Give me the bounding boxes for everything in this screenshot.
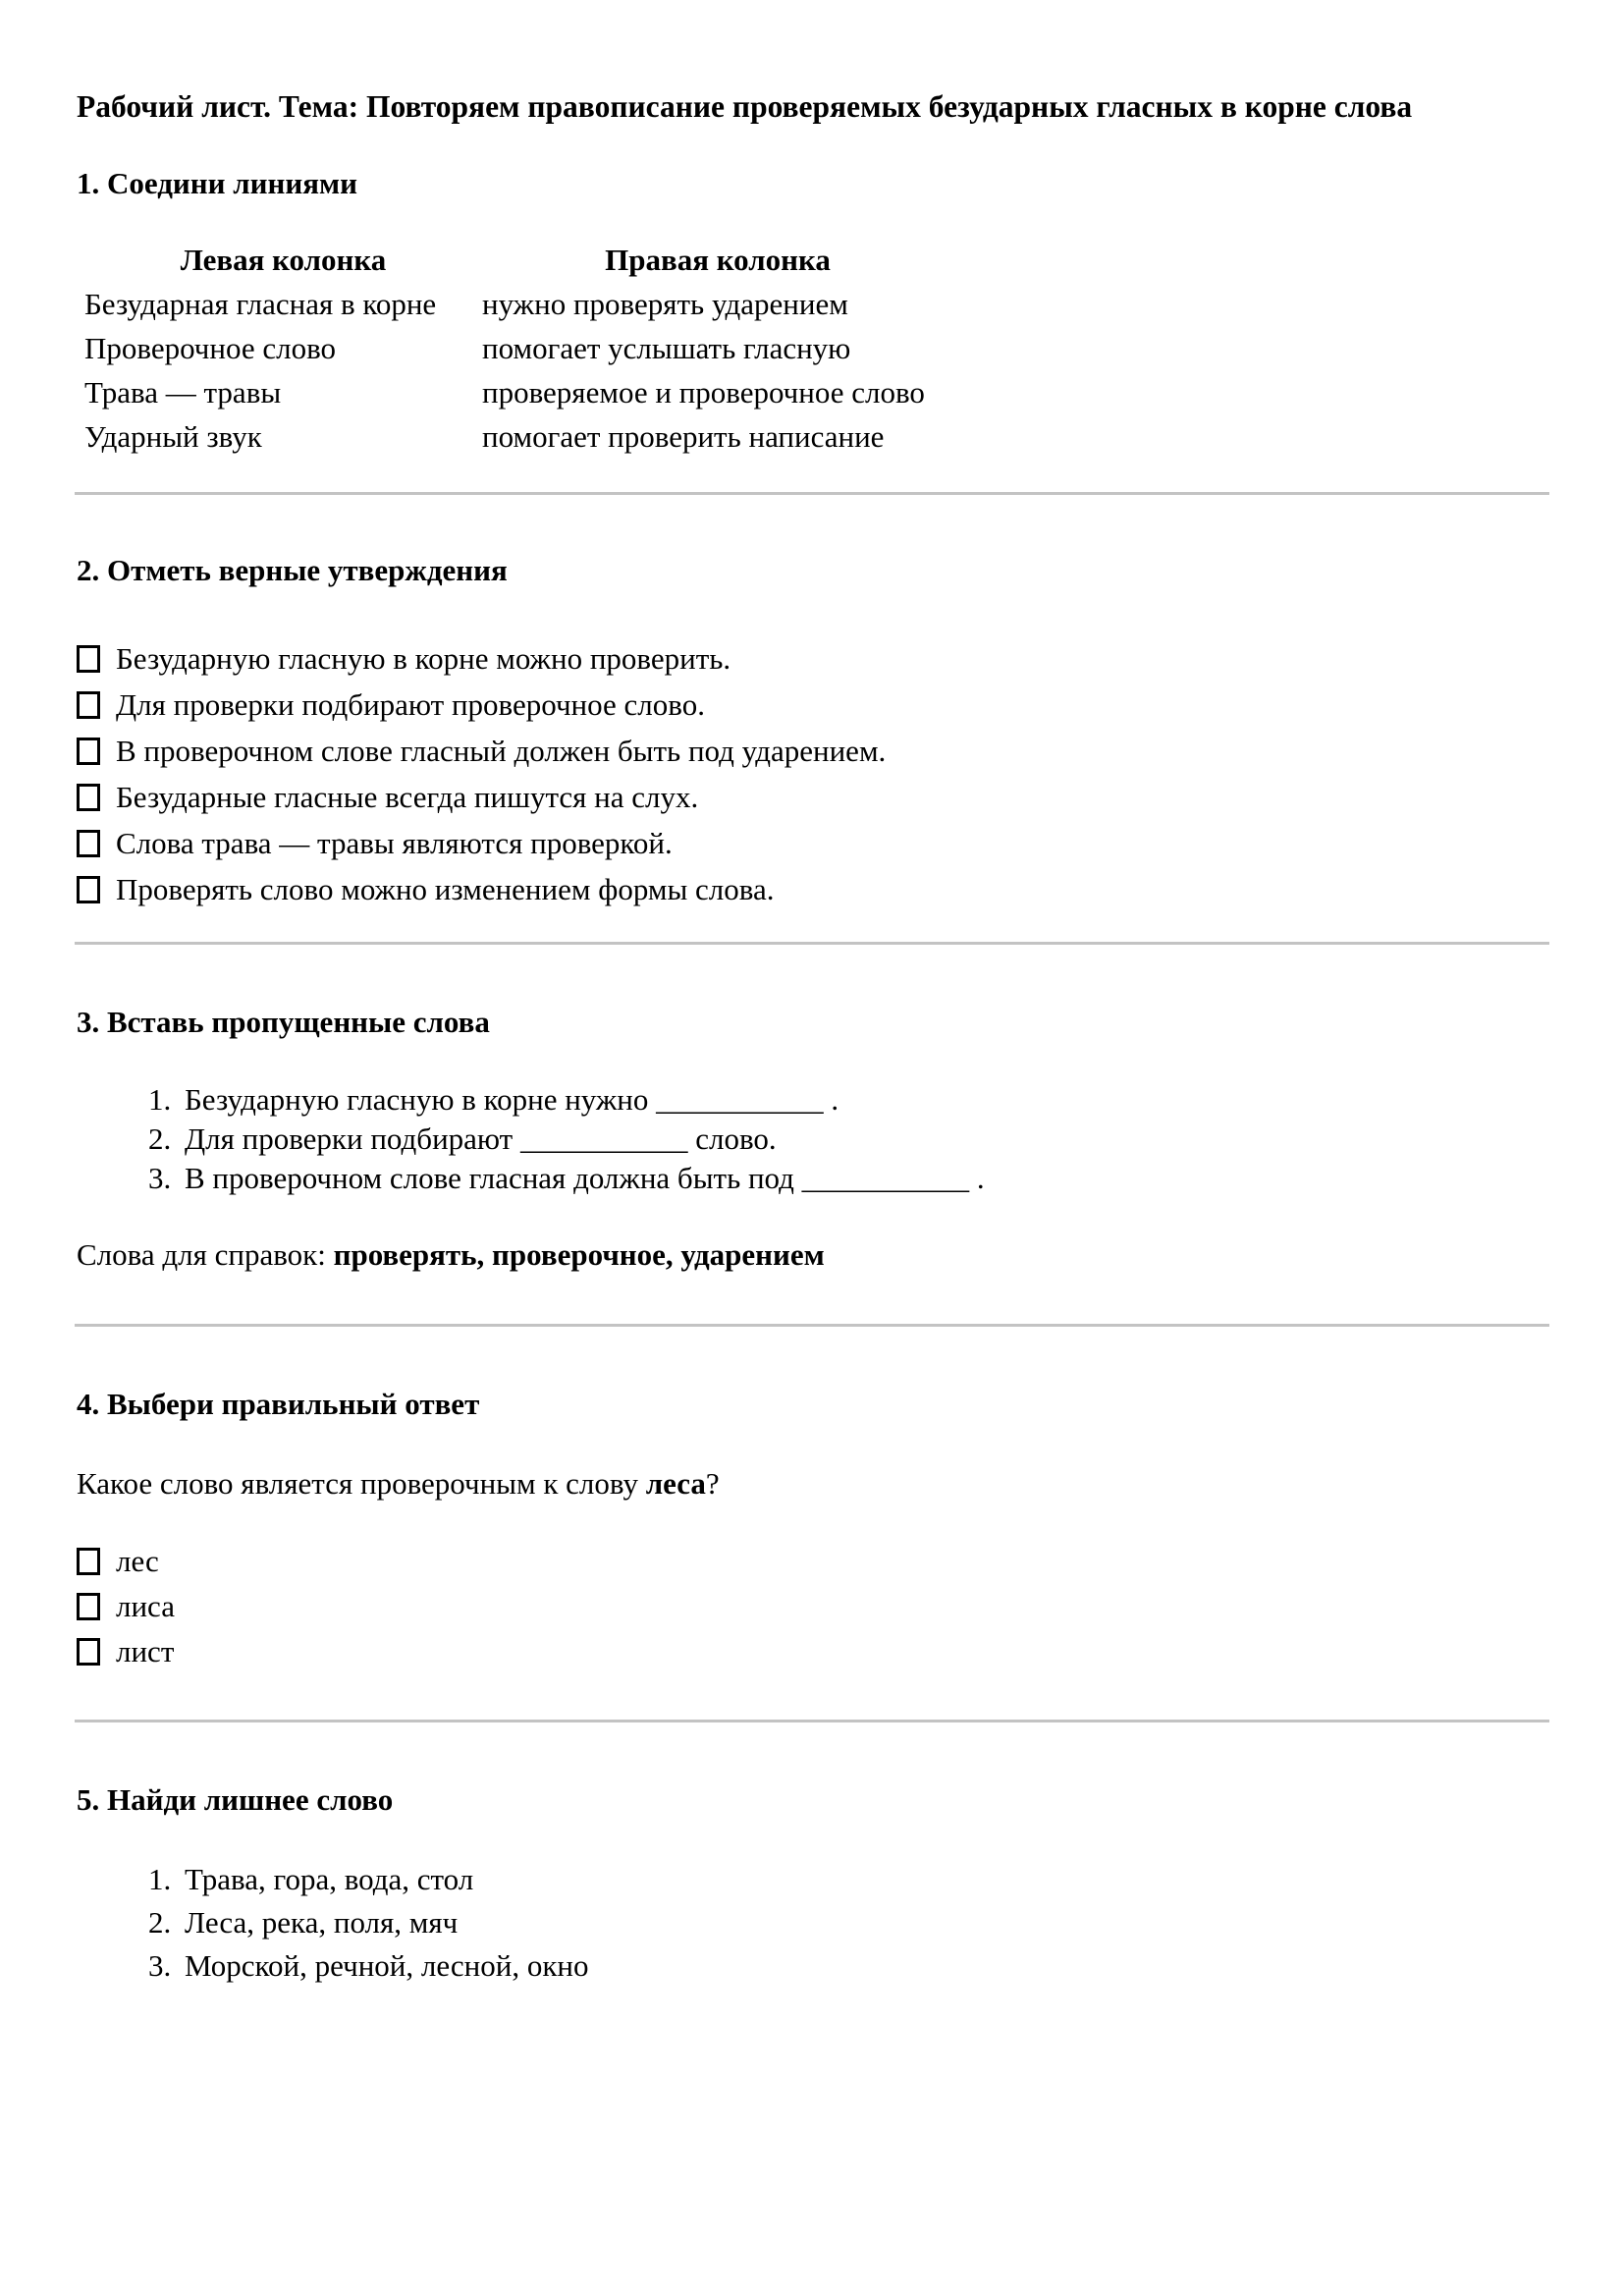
matching-row	[84, 370, 1548, 414]
statement-row	[77, 774, 1548, 820]
match-right-item[interactable]: нужно проверять ударением	[482, 287, 848, 321]
statement-row	[77, 820, 1548, 866]
left-column-header: Левая колонка	[180, 243, 387, 277]
statement-row	[77, 682, 1548, 728]
statement-row	[77, 635, 1548, 682]
reference-words-line	[77, 1235, 1548, 1275]
section-3-heading: 3. Вставь пропущенные слова	[77, 1005, 490, 1039]
match-right-item[interactable]: проверяемое и проверочное слово	[482, 375, 925, 410]
question-suffix: ?	[705, 1466, 720, 1501]
question-word: леса	[645, 1466, 706, 1501]
checkbox[interactable]	[77, 1638, 100, 1666]
checkbox[interactable]	[77, 1548, 100, 1575]
section-divider	[75, 492, 1549, 495]
answer-option-label: лист	[116, 1634, 175, 1668]
matching-table	[84, 238, 1548, 459]
checkbox[interactable]	[77, 645, 100, 673]
worksheet-title: Рабочий лист. Тема: Повторяем правописание проверяемых безударных гласных в корне слова	[77, 89, 1413, 124]
odd-word-item: 3. Морской, речной, лесной, окно	[179, 1944, 1548, 1988]
matching-row	[84, 414, 1548, 459]
statement-row	[77, 866, 1548, 912]
match-left-item[interactable]: Трава — травы	[84, 375, 282, 410]
answer-option-row	[77, 1539, 1548, 1584]
reference-words: проверять, проверочное, ударением	[333, 1237, 825, 1272]
checkbox[interactable]	[77, 784, 100, 811]
checkbox[interactable]	[77, 876, 100, 903]
odd-word-list	[77, 1858, 1548, 1988]
statement-label: Для проверки подбирают проверочное слово.	[116, 687, 705, 722]
fill-blank-item[interactable]: 2. Для проверки подбирают ___________ слово.	[179, 1120, 1548, 1159]
fill-blanks-list	[77, 1080, 1548, 1198]
answer-option-label: лес	[116, 1544, 159, 1578]
checkbox[interactable]	[77, 738, 100, 765]
right-column-header: Правая колонка	[605, 243, 831, 277]
statement-label: Безударную гласную в корне можно проверить.	[116, 641, 731, 676]
statement-label: Проверять слово можно изменением формы слова.	[116, 872, 775, 906]
checkbox[interactable]	[77, 1593, 100, 1620]
answer-option-row	[77, 1629, 1548, 1674]
question-prefix: Какое слово является проверочным к слову	[77, 1466, 646, 1501]
answer-options-list	[77, 1539, 1548, 1674]
section-1-heading: 1. Соедини линиями	[77, 166, 357, 200]
section-divider	[75, 1324, 1549, 1327]
matching-table-header-row	[84, 238, 1548, 282]
fill-blank-item[interactable]: 3. В проверочном слове гласная должна быть под ___________ .	[179, 1159, 1548, 1198]
matching-row	[84, 326, 1548, 370]
checkbox[interactable]	[77, 691, 100, 719]
section-divider	[75, 1720, 1549, 1722]
answer-option-label: лиса	[116, 1589, 175, 1623]
fill-blank-item[interactable]: 1. Безударную гласную в корне нужно ___________ .	[179, 1080, 1548, 1120]
match-left-item[interactable]: Безударная гласная в корне	[84, 287, 437, 321]
statements-checklist	[77, 635, 1548, 912]
statement-label: Слова трава — травы являются проверкой.	[116, 826, 673, 860]
match-left-item[interactable]: Проверочное слово	[84, 331, 337, 365]
match-right-item[interactable]: помогает услышать гласную	[482, 331, 851, 365]
match-right-item[interactable]: помогает проверить написание	[482, 419, 885, 454]
odd-word-item: 1. Трава, гора, вода, стол	[179, 1858, 1548, 1901]
statement-label: Безударные гласные всегда пишутся на слух.	[116, 780, 699, 814]
section-4-heading: 4. Выбери правильный ответ	[77, 1387, 480, 1421]
question-text	[77, 1464, 1548, 1503]
section-2-heading: 2. Отметь верные утверждения	[77, 553, 508, 587]
answer-option-row	[77, 1584, 1548, 1629]
reference-words-label: Слова для справок:	[77, 1237, 334, 1272]
statement-row	[77, 728, 1548, 774]
match-left-item[interactable]: Ударный звук	[84, 419, 262, 454]
section-5-heading: 5. Найди лишнее слово	[77, 1782, 394, 1817]
odd-word-item: 2. Леса, река, поля, мяч	[179, 1901, 1548, 1944]
matching-row	[84, 282, 1548, 326]
section-divider	[75, 942, 1549, 945]
statement-label: В проверочном слове гласный должен быть под ударением.	[116, 734, 887, 768]
checkbox[interactable]	[77, 830, 100, 857]
